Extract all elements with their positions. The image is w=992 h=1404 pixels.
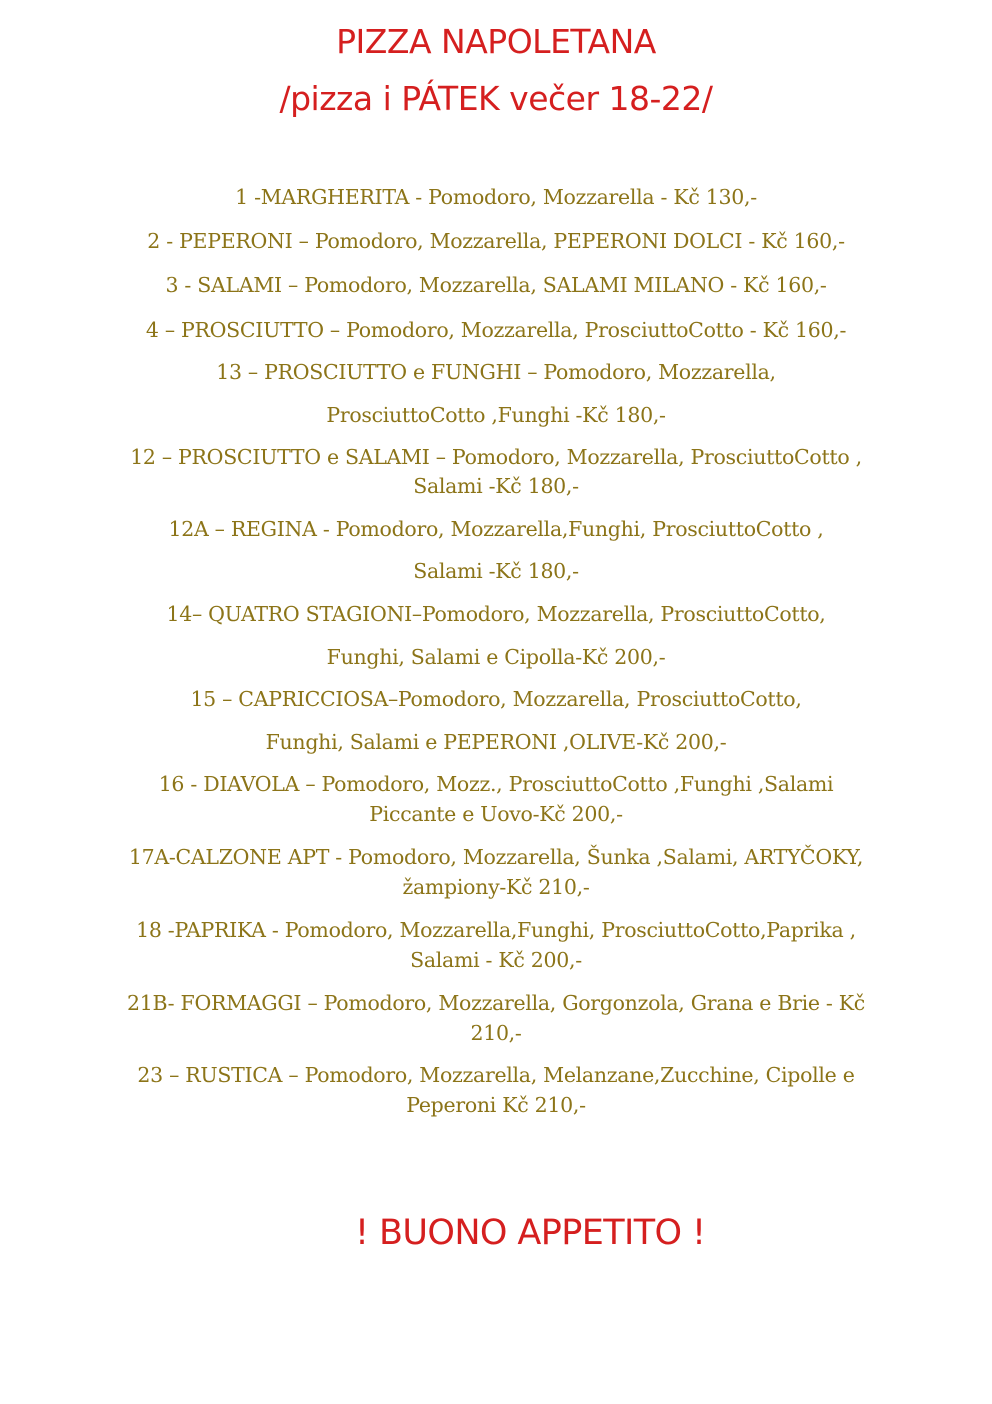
- menu-line: 21B- FORMAGGI – Pomodoro, Mozzarella, Gorgonzola, Grana e Brie - Kč: [127, 991, 865, 1015]
- menu-line: 12A – REGINA - Pomodoro, Mozzarella,Funghi, ProsciuttoCotto ,: [168, 517, 824, 541]
- menu-line: Funghi, Salami e PEPERONI ,OLIVE-Kč 200,-: [265, 730, 727, 754]
- menu-line: žampiony-Kč 210,-: [402, 875, 590, 899]
- menu-line: 3 - SALAMI – Pomodoro, Mozzarella, SALAMI MILANO - Kč 160,-: [165, 273, 827, 297]
- menu-line: 23 – RUSTICA – Pomodoro, Mozzarella, Melanzane,Zucchine, Cipolle e: [137, 1063, 855, 1087]
- page-subtitle: /pizza i PÁTEK večer 18-22/: [279, 79, 713, 118]
- menu-line: Peperoni Kč 210,-: [406, 1093, 586, 1117]
- menu-line: 17A-CALZONE APT - Pomodoro, Mozzarella, Šunka ,Salami, ARTYČOKY,: [128, 845, 864, 869]
- menu-line: Piccante e Uovo-Kč 200,-: [369, 802, 623, 826]
- page-title: PIZZA NAPOLETANA: [336, 22, 656, 61]
- menu-line: 15 – CAPRICCIOSA–Pomodoro, Mozzarella, ProsciuttoCotto,: [190, 687, 802, 711]
- menu-line: 12 – PROSCIUTTO e SALAMI – Pomodoro, Mozzarella, ProsciuttoCotto ,: [130, 445, 862, 469]
- menu-line: Salami -Kč 180,-: [413, 474, 579, 498]
- menu-line: 18 -PAPRIKA - Pomodoro, Mozzarella,Funghi, ProsciuttoCotto,Paprika ,: [136, 918, 856, 942]
- menu-line: Salami - Kč 200,-: [410, 948, 582, 972]
- menu-line: ProsciuttoCotto ,Funghi -Kč 180,-: [326, 403, 666, 427]
- menu-line: 13 – PROSCIUTTO e FUNGHI – Pomodoro, Mozzarella,: [216, 360, 776, 384]
- menu-line: 210,-: [470, 1021, 522, 1045]
- closing-greeting: ! BUONO APPETITO !: [355, 1213, 706, 1253]
- menu-line: Funghi, Salami e Cipolla-Kč 200,-: [326, 645, 666, 669]
- menu-line: 14– QUATRO STAGIONI–Pomodoro, Mozzarella, ProsciuttoCotto,: [166, 602, 826, 626]
- menu-line: 1 -MARGHERITA - Pomodoro, Mozzarella - Kč 130,-: [235, 185, 757, 209]
- menu-line: 16 - DIAVOLA – Pomodoro, Mozz., ProsciuttoCotto ,Funghi ,Salami: [158, 772, 834, 796]
- menu-line: 4 – PROSCIUTTO – Pomodoro, Mozzarella, ProsciuttoCotto - Kč 160,-: [145, 318, 847, 342]
- menu-line: Salami -Kč 180,-: [413, 559, 579, 583]
- menu-line: 2 - PEPERONI – Pomodoro, Mozzarella, PEPERONI DOLCI - Kč 160,-: [147, 229, 845, 253]
